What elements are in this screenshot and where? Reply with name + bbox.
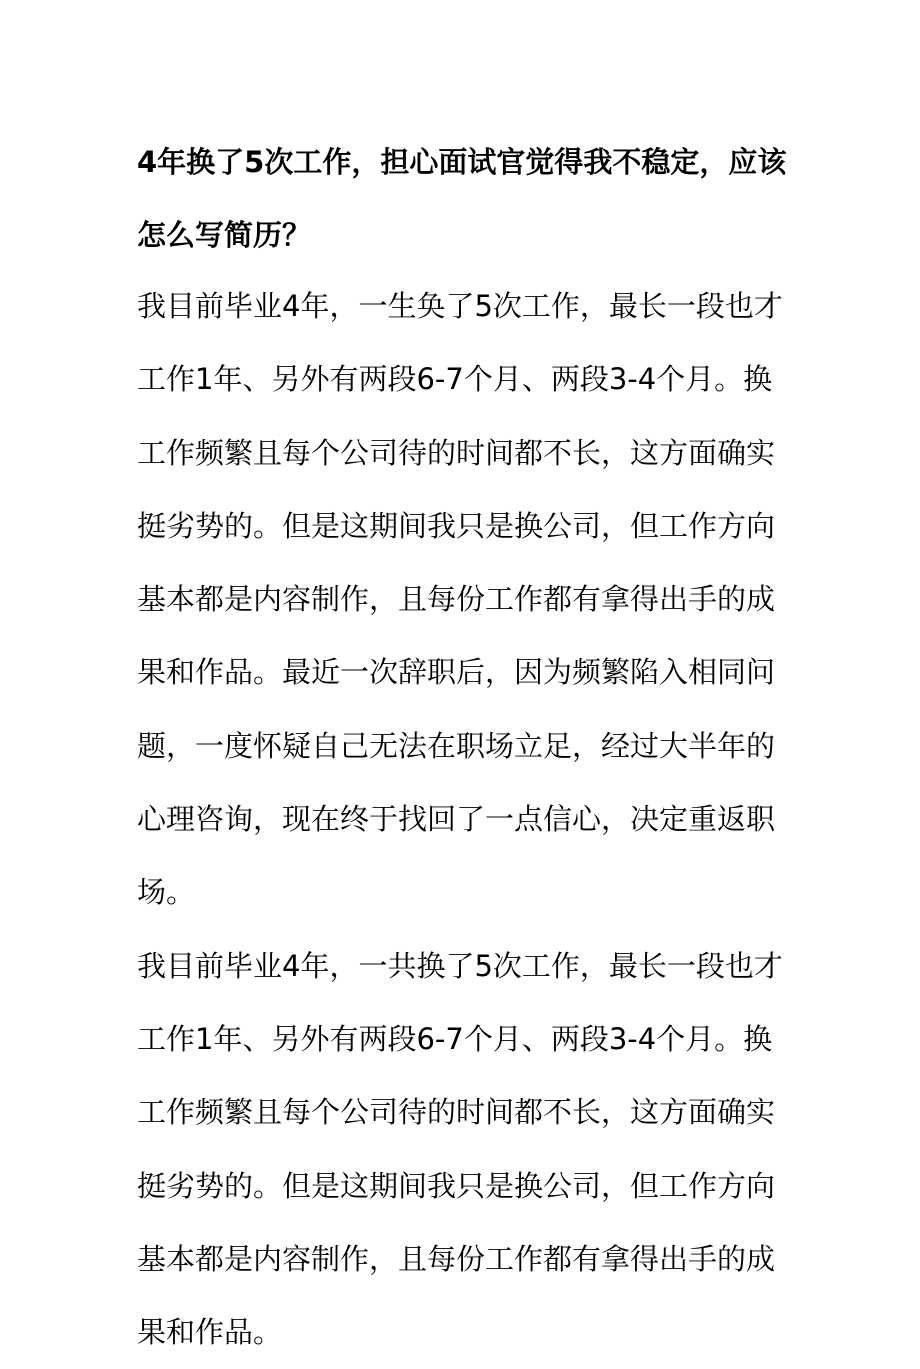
document-body: [137, 126, 787, 1369]
document-title: 4年换了5次工作，担心面试官觉得我不稳定，应该怎么写简历？: [137, 145, 787, 252]
paragraph-1: 我目前毕业4年，一生奂了5次工作，最长一段也才工作1年、另外有两段6-7个月、两段3-4个月。换工作频繁且每个公司待的时间都不长，这方面确实挺劣势的。但是这期间我只是换公司，但工作方向基本都是内容制作，且每份工作都有拿得出手的成果和作品。最近一次辞职后，因为频繁陷入相同问题，一度怀疑自己无法在职场立足，经过大半年的心理咨询，现在终于找回了一点信心，决定重返职场。: [137, 289, 783, 910]
paragraph-2: 我目前毕业4年，一共换了5次工作，最长一段也才工作1年、另外有两段6-7个月、两段3-4个月。换工作频繁且每个公司待的时间都不长，这方面确实挺劣势的。但是这期间我只是换公司，但工作方向基本都是内容制作，且每份工作都有拿得出手的成果和作品。: [137, 948, 783, 1350]
